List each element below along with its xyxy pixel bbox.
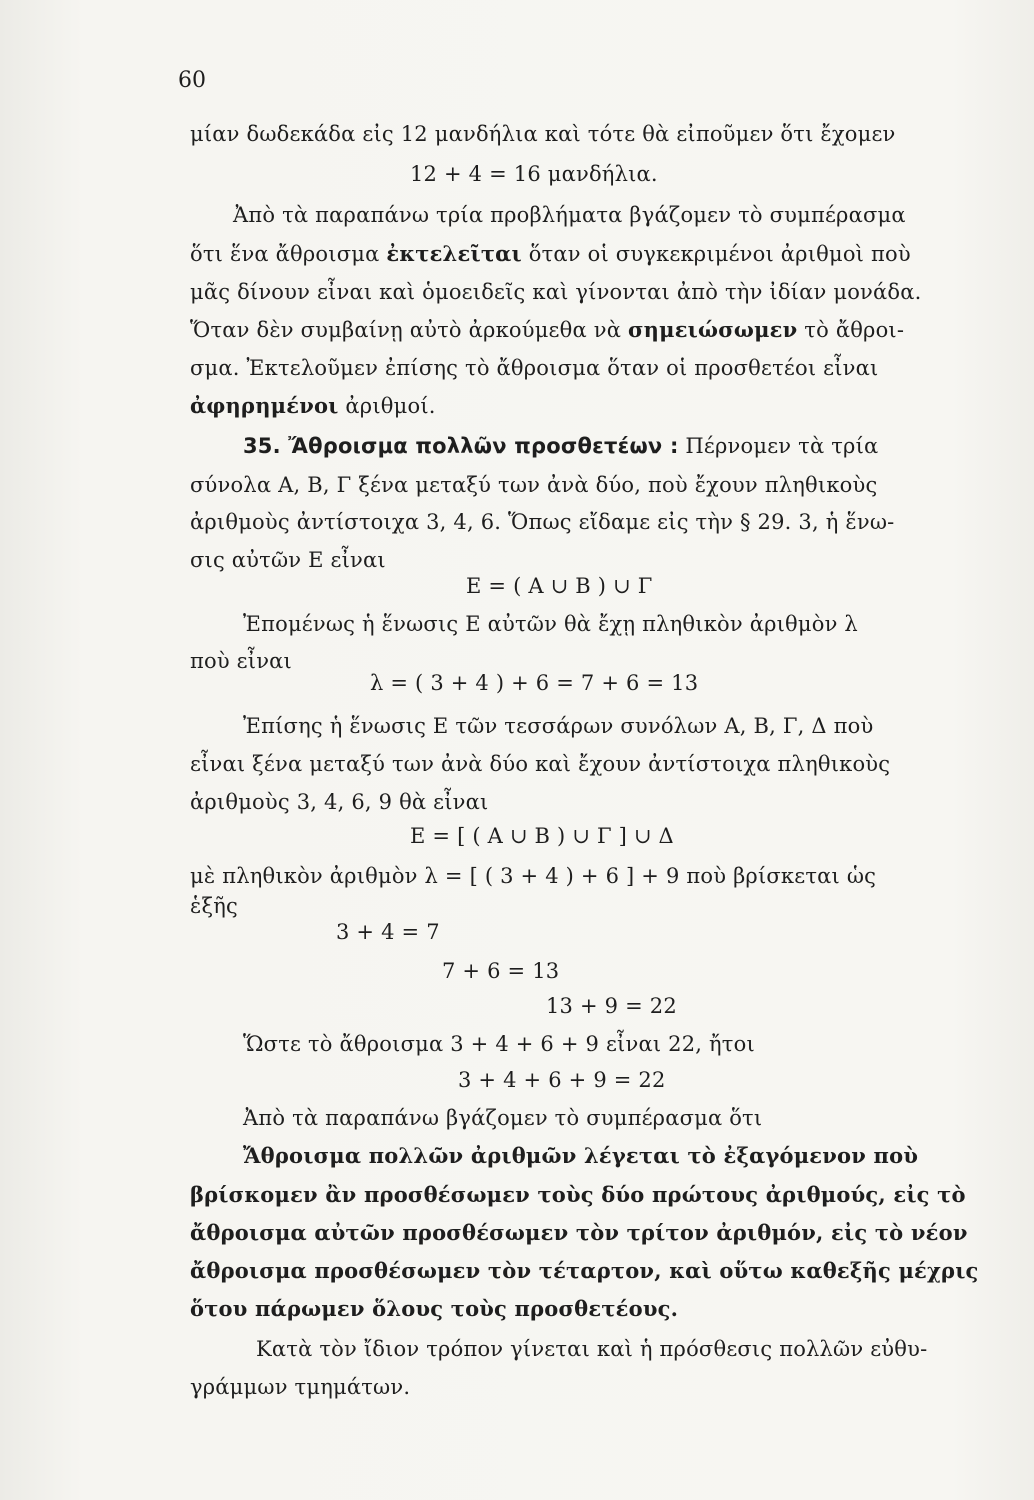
text-line: γράμμων τμημάτων. xyxy=(190,1375,411,1399)
definition-line: ἄθροισμα αὐτῶν προσθέσωμεν τὸν τρίτον ἀριθμόν, εἰς τὸ νέον xyxy=(190,1220,968,1245)
text-line: σύνολα Α, Β, Γ ξένα μεταξύ των ἀνὰ δύο, ποὺ ἔχουν πληθικοὺς xyxy=(190,473,878,497)
definition-line: ἄθροισμα προσθέσωμεν τὸν τέταρτον, καὶ οὕτω καθεξῆς μέχρις xyxy=(190,1258,979,1283)
text-line: μᾶς δίνουν εἶναι καὶ ὁμοειδεῖς καὶ γίνονται ἀπὸ τὴν ἰδίαν μονάδα. xyxy=(190,280,922,304)
bold-term: σημειώσωμεν xyxy=(627,317,798,342)
formula-line: 3 + 4 + 6 + 9 = 22 xyxy=(458,1068,666,1092)
text-line: Ὥστε τὸ ἄθροισμα 3 + 4 + 6 + 9 εἶναι 22, ἤτοι xyxy=(243,1032,755,1056)
text-run: ὅτι ἕνα ἄθροισμα xyxy=(190,242,387,266)
text-line: ἀριθμοὺς 3, 4, 6, 9 θὰ εἶναι xyxy=(190,790,489,814)
text-line: ἑξῆς xyxy=(190,894,238,918)
bold-term: ἀφηρημένοι xyxy=(190,393,339,418)
text-run: ἀριθμοί. xyxy=(338,394,436,418)
definition-line: ὅτου πάρωμεν ὅλους τοὺς προσθετέους. xyxy=(190,1296,679,1321)
text-line: Κατὰ τὸν ἴδιον τρόπον γίνεται καὶ ἡ πρόσθεσις πολλῶν εὐθυ- xyxy=(256,1337,928,1361)
text-line: εἶναι ξένα μεταξύ των ἀνὰ δύο καὶ ἔχουν ἀντίστοιχα πληθικοὺς xyxy=(190,752,891,776)
text-line: Ἐπίσης ἡ ἕνωσις Ε τῶν τεσσάρων συνόλων Α, Β, Γ, Δ ποὺ xyxy=(243,714,874,738)
definition-line: Ἄθροισμα πολλῶν ἀριθμῶν λέγεται τὸ ἐξαγόμενον ποὺ xyxy=(243,1143,919,1168)
text-line: σμα. Ἐκτελοῦμεν ἐπίσης τὸ ἄθροισμα ὅταν οἱ προσθετέοι εἶναι xyxy=(190,356,879,380)
text-run: τὸ ἄθροι- xyxy=(797,318,905,342)
text-line: ποὺ εἶναι xyxy=(190,649,292,673)
text-line: Ἀπὸ τὰ παραπάνω βγάζομεν τὸ συμπέρασμα ὅτι xyxy=(243,1106,763,1130)
text-run: ὅταν οἱ συγκεκριμένοι ἀριθμοὶ ποὺ xyxy=(521,242,911,266)
page-number: 60 xyxy=(178,68,206,93)
text-line: σις αὐτῶν Ε εἶναι xyxy=(190,548,386,572)
section-heading: 35. Ἄθροισμα πολλῶν προσθετέων : xyxy=(243,434,679,458)
formula-line: λ = ( 3 + 4 ) + 6 = 7 + 6 = 13 xyxy=(370,671,699,695)
text-line xyxy=(190,316,904,344)
text-line: 12 + 4 = 16 μανδήλια. xyxy=(410,162,658,186)
text-line: μὲ πληθικὸν ἀριθμὸν λ = [ ( 3 + 4 ) + 6 ] + 9 ποὺ βρίσκεται ὡς xyxy=(190,864,877,888)
formula-line: 7 + 6 = 13 xyxy=(442,959,560,983)
text-line: ἀριθμοὺς ἀντίστοιχα 3, 4, 6. Ὅπως εἴδαμε εἰς τὴν § 29. 3, ἡ ἕνω- xyxy=(190,510,895,534)
text-run: Πέρνομεν τὰ τρία xyxy=(678,434,879,458)
formula-line: Ε = ( Α ∪ Β ) ∪ Γ xyxy=(466,574,653,598)
formula-line: 3 + 4 = 7 xyxy=(336,920,440,944)
formula-line: Ε = [ ( Α ∪ Β ) ∪ Γ ] ∪ Δ xyxy=(410,824,674,848)
formula-line: 13 + 9 = 22 xyxy=(546,994,677,1018)
text-line xyxy=(190,392,436,420)
text-line: Ἀπὸ τὰ παραπάνω τρία προβλήματα βγάζομεν τὸ συμπέρασμα xyxy=(233,203,906,227)
text-line: Ἐπομένως ἡ ἕνωσις Ε αὐτῶν θὰ ἔχῃ πληθικὸν ἀριθμὸν λ xyxy=(243,612,858,636)
text-run: Ὅταν δὲν συμβαίνῃ αὐτὸ ἀρκούμεθα νὰ xyxy=(190,318,628,342)
text-line xyxy=(190,240,911,268)
definition-line: βρίσκομεν ἂν προσθέσωμεν τοὺς δύο πρώτους ἀριθμούς, εἰς τὸ xyxy=(190,1182,966,1207)
text-line: μίαν δωδεκάδα εἰς 12 μανδήλια καὶ τότε θὰ εἰποῦμεν ὅτι ἔχομεν xyxy=(190,122,896,146)
bold-term: ἐκτελεῖται xyxy=(386,241,522,266)
section-heading-line xyxy=(243,432,878,460)
